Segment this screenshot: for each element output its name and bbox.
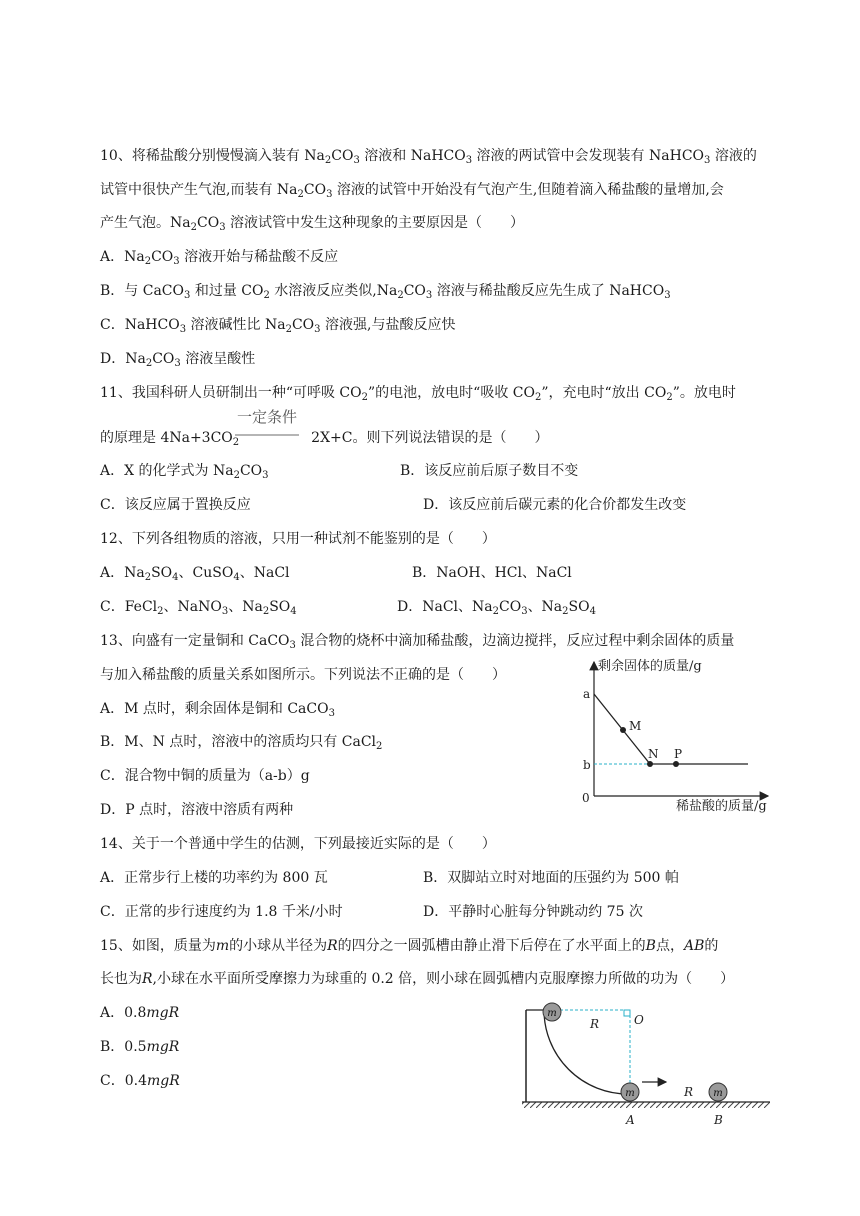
right-angle-mark (624, 1010, 630, 1016)
ball-top-label: m (547, 1008, 557, 1019)
q11-line-2: 的原理是 $4Na+3CO_2$ 2X+C。则下列说法错误的是（ ） (100, 430, 549, 448)
reaction-condition-arrow (233, 404, 301, 444)
q10-line-1: 10、将稀盐酸分别慢慢滴入装有 $Na_2CO_3$ 溶液和 NaHCO$_3$ 溶液的两试管中会发现装有 NaHCO$_3$ 溶液的 (100, 148, 757, 166)
q11-option-d: D．该反应前后碳元素的化合价都发生改变 (423, 497, 687, 513)
q12-option-a: A．$Na_2SO_4$、CuSO$_4$、NaCl (100, 565, 290, 583)
b-point-label: B (714, 1113, 723, 1127)
q10-option-d: D．$Na_2CO_3$ 溶液呈酸性 (100, 351, 256, 369)
q11-option-a: A．X 的化学式为 $Na_2CO_3$ (100, 463, 269, 481)
q10-option-c: C．NaHCO$_3$ 溶液碱性比 $Na_2CO_3$ 溶液强,与盐酸反应快 (100, 317, 456, 335)
a-label: a (583, 687, 591, 701)
quarter-arc (544, 1010, 628, 1094)
r-label-top: R (590, 1017, 600, 1031)
q15-figure (518, 1000, 774, 1128)
q10-option-b: B．与 CaCO$_3$ 和过量 $CO_2$ 水溶液反应类似$,Na_2CO_3$ 溶液与稀盐酸反应先生成了 NaHCO$_3$ (100, 283, 671, 301)
q14-option-b: B．双脚站立时对地面的压强约为 500 帕 (423, 870, 679, 886)
q13-line-2: 与加入稀盐酸的质量关系如图所示。下列说法不正确的是（ ） (100, 667, 506, 683)
q12-option-c: C．FeCl$_2$、NaNO$_3$、$Na_2SO_4$ (100, 599, 297, 617)
q12-option-b: B．NaOH、HCl、NaCl (412, 565, 572, 581)
ball-a-label: m (625, 1088, 635, 1099)
y-axis-label: 剩余固体的质量/g (598, 659, 702, 674)
q13-option-a: A．M 点时，剩余固体是铜和 CaCO$_3$ (100, 701, 335, 719)
q13-line-1: 13、向盛有一定量铜和 CaCO$_3$ 混合物的烧杯中滴加稀盐酸，边滴边搅拌，反应过程中剩余固体的质量 (100, 633, 735, 651)
condition-label: 一定条件 (236, 408, 298, 426)
ball-b-label: m (713, 1088, 723, 1099)
point-p (673, 761, 679, 767)
point-m (620, 727, 626, 733)
q14-option-c: C．正常的步行速度约为 1.8 千米/小时 (100, 904, 343, 920)
o-label: O (634, 1013, 644, 1027)
q10-line-2: 试管中很快产生气泡,而装有 $Na_2CO_3$ 溶液的试管中开始没有气泡产生,但随着滴入稀盐酸的量增加,会 (100, 182, 724, 200)
q13-option-c: C．混合物中铜的质量为（a-b）g (100, 768, 310, 784)
p-label: P (674, 747, 683, 761)
q15-line-2: 长也为R,小球在水平面所受摩擦力为球重的 0.2 倍，则小球在圆弧槽内克服摩擦力所做的功为（ ） (100, 971, 735, 987)
q15-line-1: 15、如图，质量为m的小球从半径为R的四分之一圆弧槽由静止滑下后停在了水平面上的B点，AB的 (100, 938, 719, 954)
r-label-ground: R (684, 1085, 694, 1099)
a-point-label: A (626, 1113, 635, 1127)
q11-option-b: B．该反应前后原子数目不变 (400, 463, 579, 479)
q10-line-3: 产生气泡。$Na_2CO_3$ 溶液试管中发生这种现象的主要原因是（ ） (100, 215, 525, 233)
q14-option-d: D．平静时心脏每分钟跳动约 75 次 (423, 904, 643, 920)
ground-hatch (522, 1102, 770, 1108)
point-n (647, 761, 653, 767)
q12-option-d: D．NaCl、$Na_2CO_3$、$Na_2SO_4$ (397, 599, 596, 617)
q14-option-a: A．正常步行上楼的功率约为 800 瓦 (100, 870, 328, 886)
q13-option-b: B．M、N 点时，溶液中的溶质均只有 CaCl$_2$ (100, 734, 383, 752)
m-label: M (629, 719, 642, 733)
x-axis-label: 稀盐酸的质量/g (676, 799, 767, 814)
q12-stem: 12、下列各组物质的溶液，只用一种试剂不能鉴别的是（ ） (100, 531, 496, 547)
q14-stem: 14、关于一个普通中学生的估测，下列最接近实际的是（ ） (100, 836, 496, 852)
origin-label: 0 (582, 791, 590, 805)
q11-option-c: C．该反应属于置换反应 (100, 497, 251, 513)
q15-option-c: C．0.4mgR (100, 1073, 180, 1089)
q15-option-b: B．0.5mgR (100, 1039, 180, 1055)
q13-option-d: D．P 点时，溶液中溶质有两种 (100, 802, 294, 818)
b-label: b (583, 758, 591, 772)
q10-option-a: A．$Na_2CO_3$ 溶液开始与稀盐酸不反应 (100, 249, 339, 267)
q13-graph (572, 656, 772, 816)
q11-line-1: 11、我国科研人员研制出一种“可呼吸 $CO_2$”的电池，放电时“吸收 $CO_2$”，充电时“放出 $CO_2$”。放电时 (100, 385, 736, 403)
n-label: N (648, 747, 659, 761)
q15-option-a: A．0.8mgR (100, 1005, 180, 1021)
